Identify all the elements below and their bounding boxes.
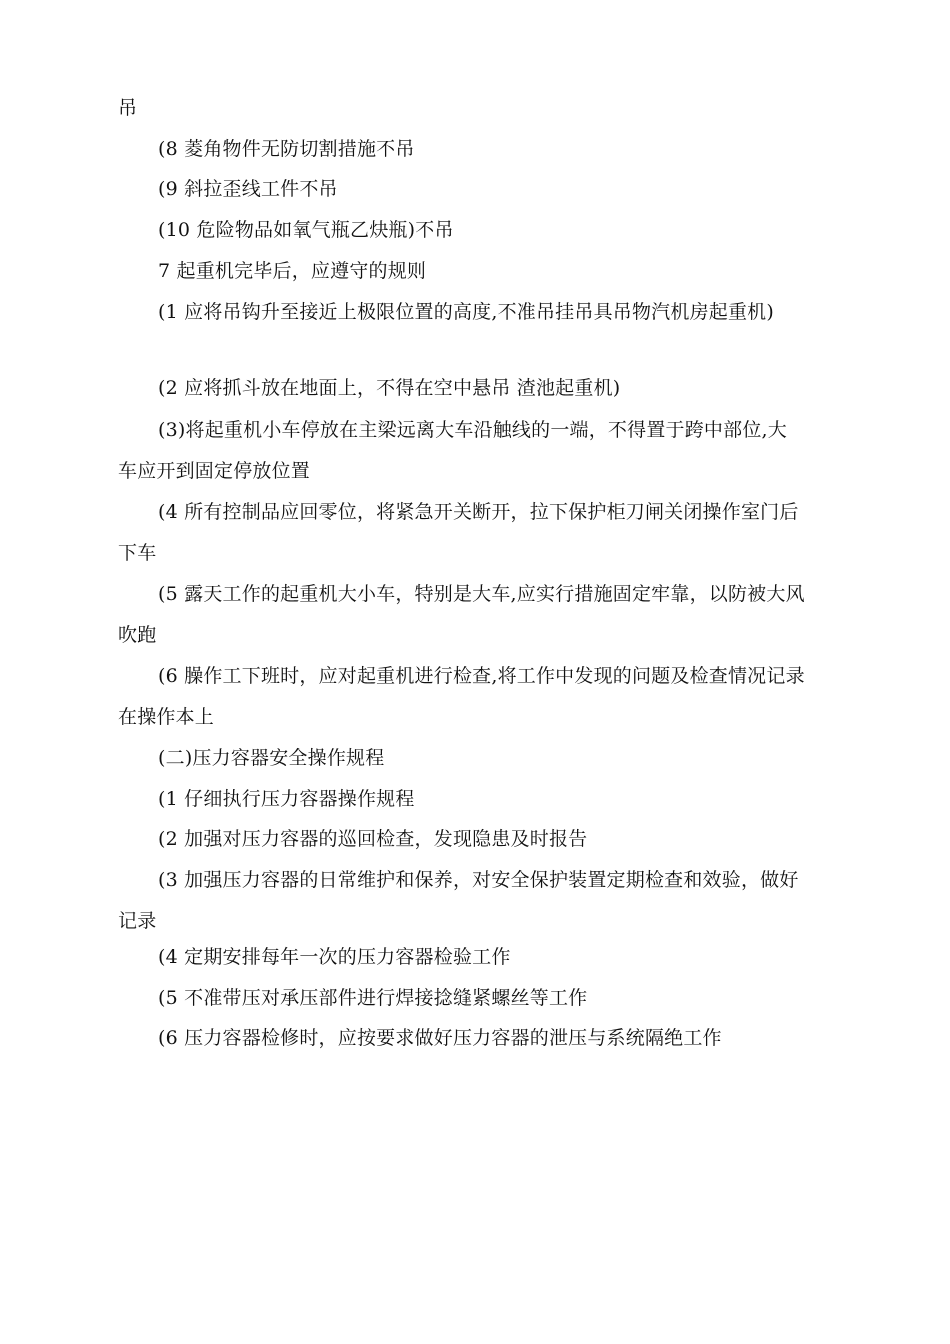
text-line: 吊 — [118, 97, 138, 119]
text-line: (1 仔细执行压力容器操作规程 — [158, 788, 415, 810]
section-heading: (二)压力容器安全操作规程 — [158, 747, 385, 769]
text-line: (10 危险物品如氧气瓶乙炔瓶)不吊 — [158, 219, 454, 241]
text-line: 7 起重机完毕后，应遵守的规则 — [158, 260, 427, 282]
text-line: (3)将起重机小车停放在主梁远离大车沿触线的一端，不得置于跨中部位,大 — [158, 419, 787, 441]
text-line: (5 不准带压对承压部件进行焊接捻缝紧螺丝等工作 — [158, 987, 588, 1009]
text-line: (8 菱角物件无防切割措施不吊 — [158, 138, 415, 160]
text-line: 在操作本上 — [118, 706, 215, 728]
text-line: (4 所有控制品应回零位，将紧急开关断开，拉下保护柜刀闸关闭操作室门后 — [158, 501, 799, 523]
text-line: (2 应将抓斗放在地面上，不得在空中悬吊 渣池起重机) — [158, 377, 621, 399]
text-line: (6 臊作工下班时，应对起重机进行检查,将工作中发现的问题及检查情况记录 — [158, 665, 805, 687]
text-line: 下车 — [118, 542, 157, 564]
text-line: 吹跑 — [118, 624, 157, 646]
text-line: (2 加强对压力容器的巡回检查，发现隐患及时报告 — [158, 828, 588, 850]
text-line: (9 斜拉歪线工件不吊 — [158, 178, 338, 200]
text-line: (5 露天工作的起重机大小车，特别是大车,应实行措施固定牢靠，以防被大风 — [158, 583, 805, 605]
text-line: (6 压力容器检修时，应按要求做好压力容器的泄压与系统隔绝工作 — [158, 1027, 722, 1049]
text-line: 记录 — [118, 910, 157, 932]
text-line: 车应开到固定停放位置 — [118, 460, 311, 482]
text-line: (4 定期安排每年一次的压力容器检验工作 — [158, 946, 511, 968]
text-line: (1 应将吊钩升至接近上极限位置的高度,不准吊挂吊具吊物汽机房起重机) — [158, 301, 774, 323]
text-line: (3 加强压力容器的日常维护和保养，对安全保护装置定期检查和效验，做好 — [158, 869, 799, 891]
